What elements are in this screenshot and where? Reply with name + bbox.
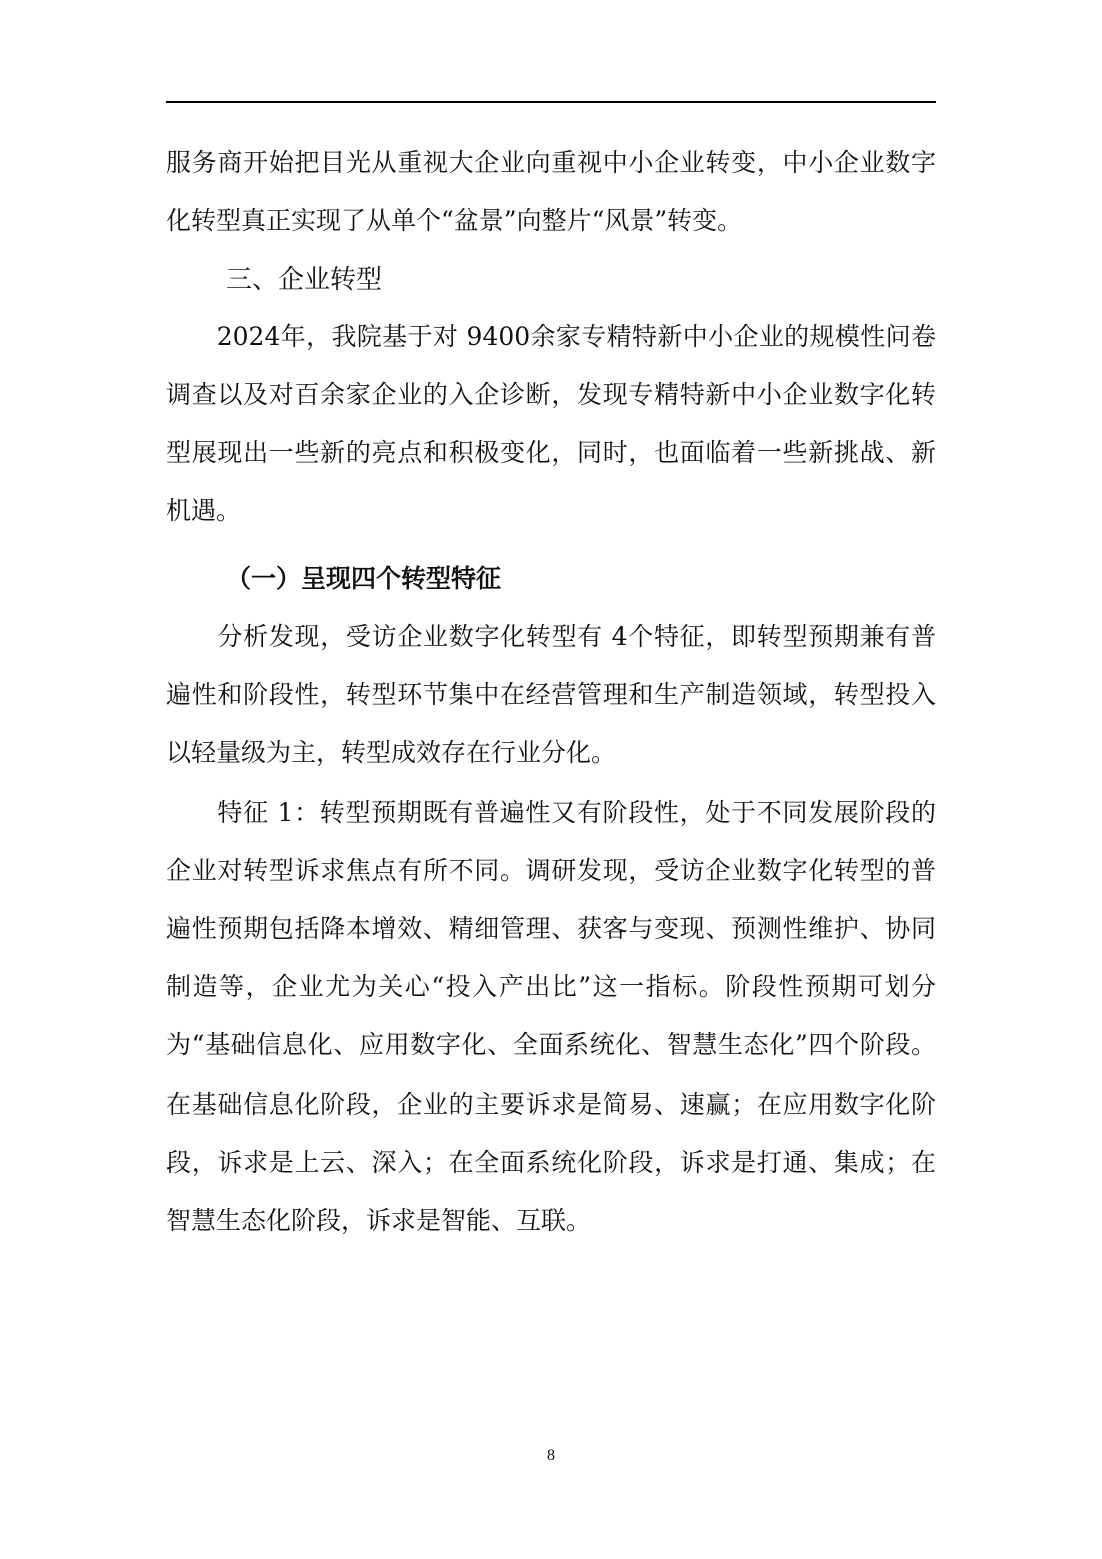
body-text-line: 段，诉求是上云、深入；在全面系统化阶段，诉求是打通、集成；在 [166, 1148, 936, 1177]
body-text-line: 智慧生态化阶段，诉求是智能、互联。 [166, 1206, 592, 1235]
body-text-line: 化转型真正实现了从单个“盆景”向整片“风景”转变。 [166, 206, 743, 235]
section-heading: 三、企业转型 [226, 265, 383, 295]
body-text-line: 企业对转型诉求焦点有所不同。调研发现，受访企业数字化转型的普 [166, 856, 936, 885]
body-text-line: 特征 1：转型预期既有普遍性又有阶段性，处于不同发展阶段的 [166, 798, 936, 827]
body-text-line: 遍性预期包括降本增效、精细管理、获客与变现、预测性维护、协同 [166, 914, 936, 943]
body-text-line: 制造等，企业尤为关心“投入产出比”这一指标。阶段性预期可划分 [166, 972, 936, 1001]
page-number: 8 [547, 1447, 555, 1464]
body-text-line: 分析发现，受访企业数字化转型有 4个特征，即转型预期兼有普 [166, 622, 936, 651]
body-text-line: 遍性和阶段性，转型环节集中在经营管理和生产制造领域，转型投入 [166, 680, 936, 709]
body-text-line: 以轻量级为主，转型成效存在行业分化。 [166, 738, 617, 767]
body-text-line: 为“基础信息化、应用数字化、全面系统化、智慧生态化”四个阶段。 [166, 1030, 936, 1059]
body-text-line: 机遇。 [166, 496, 242, 525]
body-text-line: 服务商开始把目光从重视大企业向重视中小企业转变，中小企业数字 [166, 148, 936, 177]
header-rule [166, 101, 936, 103]
body-text-line: 调查以及对百余家企业的入企诊断，发现专精特新中小企业数字化转 [166, 380, 936, 409]
body-text-line: 型展现出一些新的亮点和积极变化，同时，也面临着一些新挑战、新 [166, 438, 936, 467]
body-text-line: 2024年，我院基于对 9400余家专精特新中小企业的规模性问卷 [166, 322, 936, 351]
subsection-heading: （一）呈现四个转型特征 [226, 564, 502, 593]
body-text-line: 在基础信息化阶段，企业的主要诉求是简易、速赢；在应用数字化阶 [166, 1090, 936, 1119]
